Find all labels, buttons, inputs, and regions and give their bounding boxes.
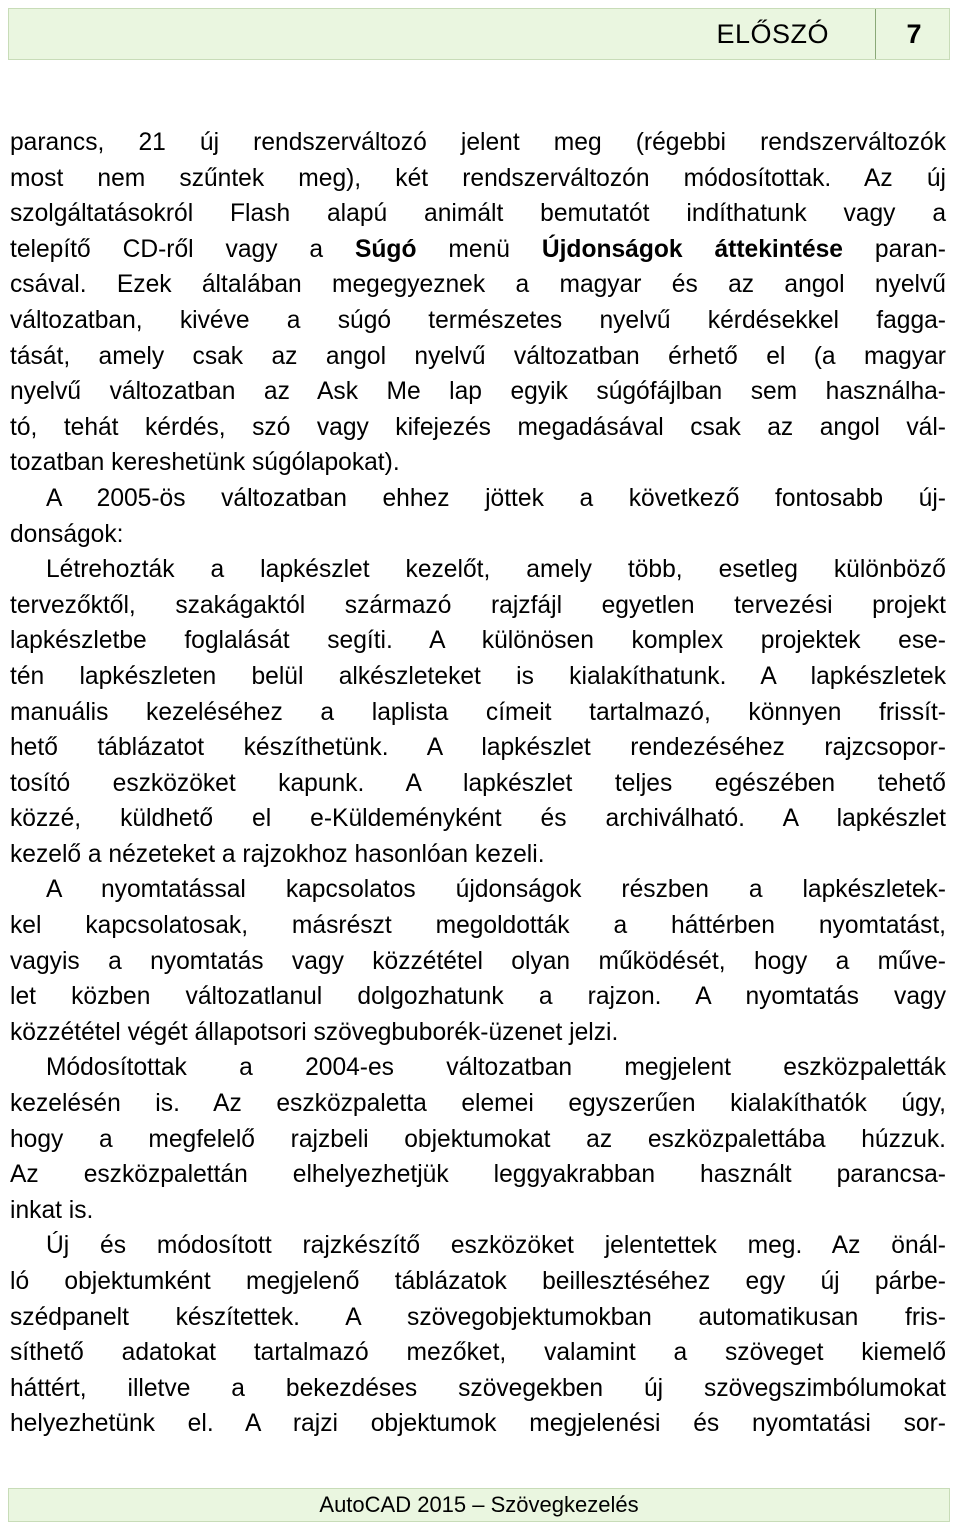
text-line: let közben változatlanul dolgozhatunk a rajzon. A nyomtatás vagy [10, 983, 946, 1011]
text-line: A 2005-ös változatban ehhez jöttek a következő fontosabb új- [46, 484, 946, 512]
command-name-ujdonsagok: Újdonságok áttekintése [541, 235, 843, 263]
text-line: kezelő a nézeteket a rajzokhoz hasonlóan kezeli. [10, 840, 545, 868]
text-line: ló objektumként megjelenő táblázatok beillesztéséhez egy új párbe- [10, 1268, 946, 1295]
text-run: telepítő CD-ről vagy a [10, 235, 355, 263]
text-line: tervezőktől, szakágaktól származó rajzfájl egyetlen tervezési projekt [10, 591, 946, 619]
page-header [8, 8, 950, 60]
text-line: közzé, küldhető el e-Küldeményként és archiválható. A lapkészlet [10, 805, 946, 833]
text-line: háttért, illetve a bekezdéses szövegekben új szövegszimbólumokat [10, 1374, 946, 1402]
text-line: donságok: [10, 520, 124, 548]
text-run: paran- [842, 235, 946, 263]
text-line: lapkészletbe foglalását segíti. A különösen komplex projektek ese- [10, 627, 946, 655]
text-line: csával. Ezek általában megegyeznek a magyar és az angol nyelvű [10, 271, 946, 299]
text-line: kezelésén is. Az eszközpaletta elemei egyszerűen kialakíthatók úgy, [10, 1090, 946, 1118]
text-line: A nyomtatással kapcsolatos újdonságok részben a lapkészletek- [46, 876, 946, 904]
header-divider [875, 9, 876, 59]
text-line: hogy a megfelelő rajzbeli objektumokat az eszközpalettába húzzuk. [10, 1125, 946, 1153]
text-line: tén lapkészleten belül alkészleteket is kialakíthatunk. A lapkészletek [10, 662, 946, 690]
section-title: ELŐSZÓ [716, 19, 829, 49]
text-line: tó, tehát kérdés, szó vagy kifejezés megadásával csak az angol vál- [10, 413, 946, 441]
body-text [10, 125, 946, 1442]
text-line: szolgáltatásokról Flash alapú animált bemutatót indíthatunk vagy a [10, 200, 946, 228]
text-run: menü [416, 235, 542, 263]
text-line: Új és módosított rajzkészítő eszközöket jelentettek meg. Az önál- [46, 1232, 946, 1260]
text-line: parancs, 21 új rendszerváltozó jelent meg (régebbi rendszerváltozók [10, 129, 946, 156]
text-line: tását, amely csak az angol nyelvű változatban érhető el (a magyar [10, 342, 946, 370]
text-line: nyelvű változatban az Ask Me lap egyik súgófájlban sem használha- [10, 378, 946, 406]
text-line: Módosítottak a 2004-es változatban megjelent eszközpaletták [46, 1054, 946, 1082]
page-footer: AutoCAD 2015 – Szövegkezelés [8, 1488, 950, 1522]
text-line: Az eszközpalettán elhelyezhetjük leggyakrabban használt parancsa- [10, 1161, 946, 1189]
text-line: hető táblázatot készíthetünk. A lapkészlet rendezéséhez rajzcsopor- [10, 734, 946, 762]
text-line: változatban, kivéve a súgó természetes nyelvű kérdésekkel fagga- [10, 306, 946, 334]
text-line: közzététel végét állapotsori szövegbuborék-üzenet jelzi. [10, 1018, 619, 1046]
text-line: kel kapcsolatosak, másrészt megoldották a háttérben nyomtatást, [10, 912, 946, 940]
text-line: tosító eszközöket kapunk. A lapkészlet teljes egészében tehető [10, 769, 946, 797]
page-number: 7 [906, 19, 922, 49]
text-line: síthető adatokat tartalmazó mezőket, valamint a szöveget kiemelő [10, 1339, 946, 1367]
text-line: manuális kezeléséhez a laplista címeit tartalmazó, könnyen frissít- [10, 698, 946, 726]
text-line: szédpanelt készítettek. A szövegobjektumokban automatikusan fris- [10, 1303, 946, 1331]
text-line: most nem szűntek meg), két rendszerváltozón módosítottak. Az új [10, 164, 946, 192]
text-line: inkat is. [10, 1196, 94, 1224]
menu-name-sugo: Súgó [355, 235, 417, 263]
text-line: helyezhetünk el. A rajzi objektumok megjelenési és nyomtatási sor- [10, 1410, 946, 1438]
text-line: tozatban kereshetünk súgólapokat). [10, 449, 400, 477]
text-line-menu-reference [10, 232, 946, 268]
text-line: Létrehozták a lapkészlet kezelőt, amely több, esetleg különböző [46, 556, 946, 584]
text-line: vagyis a nyomtatás vagy közzététel olyan működését, hogy a műve- [10, 947, 946, 975]
